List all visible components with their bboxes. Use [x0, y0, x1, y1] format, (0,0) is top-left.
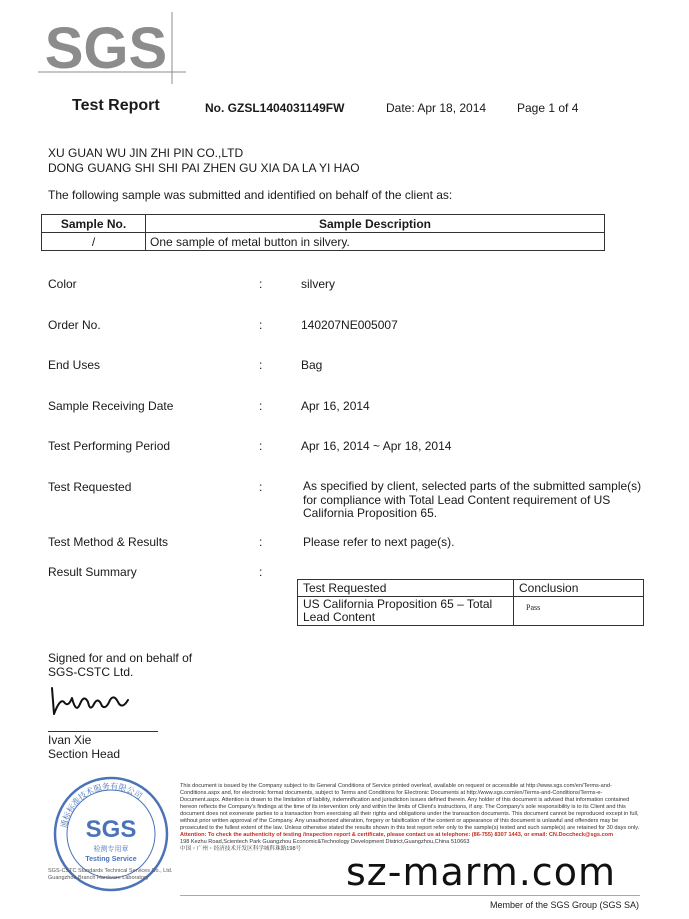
client-address: DONG GUANG SHI SHI PAI ZHEN GU XIA DA LA YI HAO: [48, 161, 360, 175]
field-colon: :: [259, 565, 263, 579]
col-test-requested: Test Requested: [298, 580, 514, 597]
intro-text: The following sample was submitted and identified on behalf of the client as:: [48, 188, 453, 202]
sample-description-cell: One sample of metal button in silvery.: [146, 233, 605, 251]
field-colon: :: [259, 358, 263, 372]
logo-text: SGS: [44, 16, 168, 81]
company-name: SGS-CSTC Ltd.: [48, 665, 134, 679]
field-colon: :: [259, 318, 263, 332]
field-value-color: silvery: [301, 277, 336, 291]
address-en: 198 Kezhu Road,Scientech Park Guangzhou Economic&Technology Development District,Guangzhou,China 510663: [180, 839, 470, 845]
stamp-label-en: Testing Service: [85, 856, 137, 863]
sample-table: [41, 214, 605, 251]
field-value-receiving-date: Apr 16, 2014: [301, 399, 370, 413]
field-label-performing-period: Test Performing Period: [48, 439, 171, 453]
result-table-header: [298, 580, 644, 597]
stamp-under-line1: SGS-CSTC Standards Technical Services Co., Ltd.: [48, 868, 173, 874]
footer-divider: [180, 895, 640, 896]
field-label-order-no: Order No.: [48, 318, 101, 332]
field-label-test-requested: Test Requested: [48, 480, 132, 494]
client-name: XU GUAN WU JIN ZHI PIN CO.,LTD: [48, 146, 244, 160]
page-number: Page 1 of 4: [517, 101, 579, 115]
stamp-label-cn: 检测专用章: [93, 845, 129, 853]
sgs-group-member: Member of the SGS Group (SGS SA): [490, 900, 640, 910]
result-test-cell: US California Proposition 65 – Total Lead Content: [298, 597, 514, 626]
field-value-test-method: Please refer to next page(s).: [303, 535, 455, 549]
table-row: [298, 597, 644, 626]
stamp-center: SGS: [85, 816, 137, 843]
field-label-end-uses: End Uses: [48, 358, 101, 372]
field-label-color: Color: [48, 277, 77, 291]
result-conclusion-cell: Pass: [514, 597, 644, 626]
report-date: Date: Apr 18, 2014: [386, 101, 487, 115]
result-summary-table: [297, 579, 644, 626]
address-cn: 中国・广州・经济技术开发区科学城科珠路198号: [180, 846, 302, 852]
handwritten-signature: [48, 680, 138, 720]
report-number: No. GZSL1404031149FW: [205, 101, 345, 115]
signer-name: Ivan Xie: [48, 733, 92, 747]
field-value-end-uses: Bag: [301, 358, 323, 372]
signer-title: Section Head: [48, 747, 121, 761]
attention-note: Attention: To check the authenticity of testing /inspection report & certificate, please contact us at telephone: (86-755) 8307 1443, or email: CN.Doccheck@sgs.com: [180, 832, 614, 838]
field-colon: :: [259, 439, 263, 453]
field-label-result-summary: Result Summary: [48, 565, 137, 579]
sgs-logo: [38, 12, 186, 84]
field-value-test-requested: As specified by client, selected parts of the submitted sample(s) for compliance with Total Lead Content requirement of US California Proposition 65.: [303, 479, 642, 520]
field-label-test-method: Test Method & Results: [48, 535, 169, 549]
signature-line: [48, 731, 158, 732]
col-sample-no: Sample No.: [42, 215, 146, 233]
field-value-order-no: 140207NE005007: [301, 318, 398, 332]
field-colon: :: [259, 399, 263, 413]
field-colon: :: [259, 480, 263, 494]
col-conclusion: Conclusion: [514, 580, 644, 597]
report-title: Test Report: [72, 97, 160, 114]
signed-on-behalf: Signed for and on behalf of: [48, 651, 193, 665]
terms-body: This document is issued by the Company subject to its General Conditions of Service printed overleaf, available on request or accessible at http://www.sgs.com/en/Terms-and-Conditions.aspx and, for electronic format documents, subject to Terms and Conditions for Electronic Documents at http://www.sgs.com/en/Terms-and-Conditions/Terms-e-Document.aspx. Attention is drawn to the limitation of liability, indemnification and jurisdiction issues defined therein. Any holder of this document is advised that information contained hereon reflects the Company's findings at the time of its intervention only and within the limits of Client's instructions, if any. The Company's sole responsibility is to its Client and this document does not exonerate parties to a transaction from exercising all their rights and obligations under the transaction documents. This document cannot be reproduced except in full, without prior written approval of the Company. Any unauthorized alteration, forgery or falsification of the content or appearance of this document is unlawful and offenders may be prosecuted to the fullest extent of the law. Unless otherwise stated the results shown in this test report refer only to the sample(s) tested and such sample(s) are retained for 30 days only.: [180, 783, 640, 831]
field-colon: :: [259, 277, 263, 291]
table-row: [42, 233, 605, 251]
field-value-performing-period: Apr 16, 2014 ~ Apr 18, 2014: [301, 439, 452, 453]
stamp-under-line2: Guangzhou Branch Hardware Laboratory: [48, 875, 149, 881]
stamp-ring-text: 通标标准技术服务有限公司: [59, 781, 144, 829]
sample-no-cell: /: [42, 233, 146, 251]
stamp-under-text: [48, 868, 172, 882]
col-sample-description: Sample Description: [146, 215, 605, 233]
sample-table-header: [42, 215, 605, 233]
terms-fine-print: [180, 783, 640, 853]
watermark: sz-marm.com: [346, 850, 616, 894]
field-label-receiving-date: Sample Receiving Date: [48, 399, 174, 413]
field-colon: :: [259, 535, 263, 549]
